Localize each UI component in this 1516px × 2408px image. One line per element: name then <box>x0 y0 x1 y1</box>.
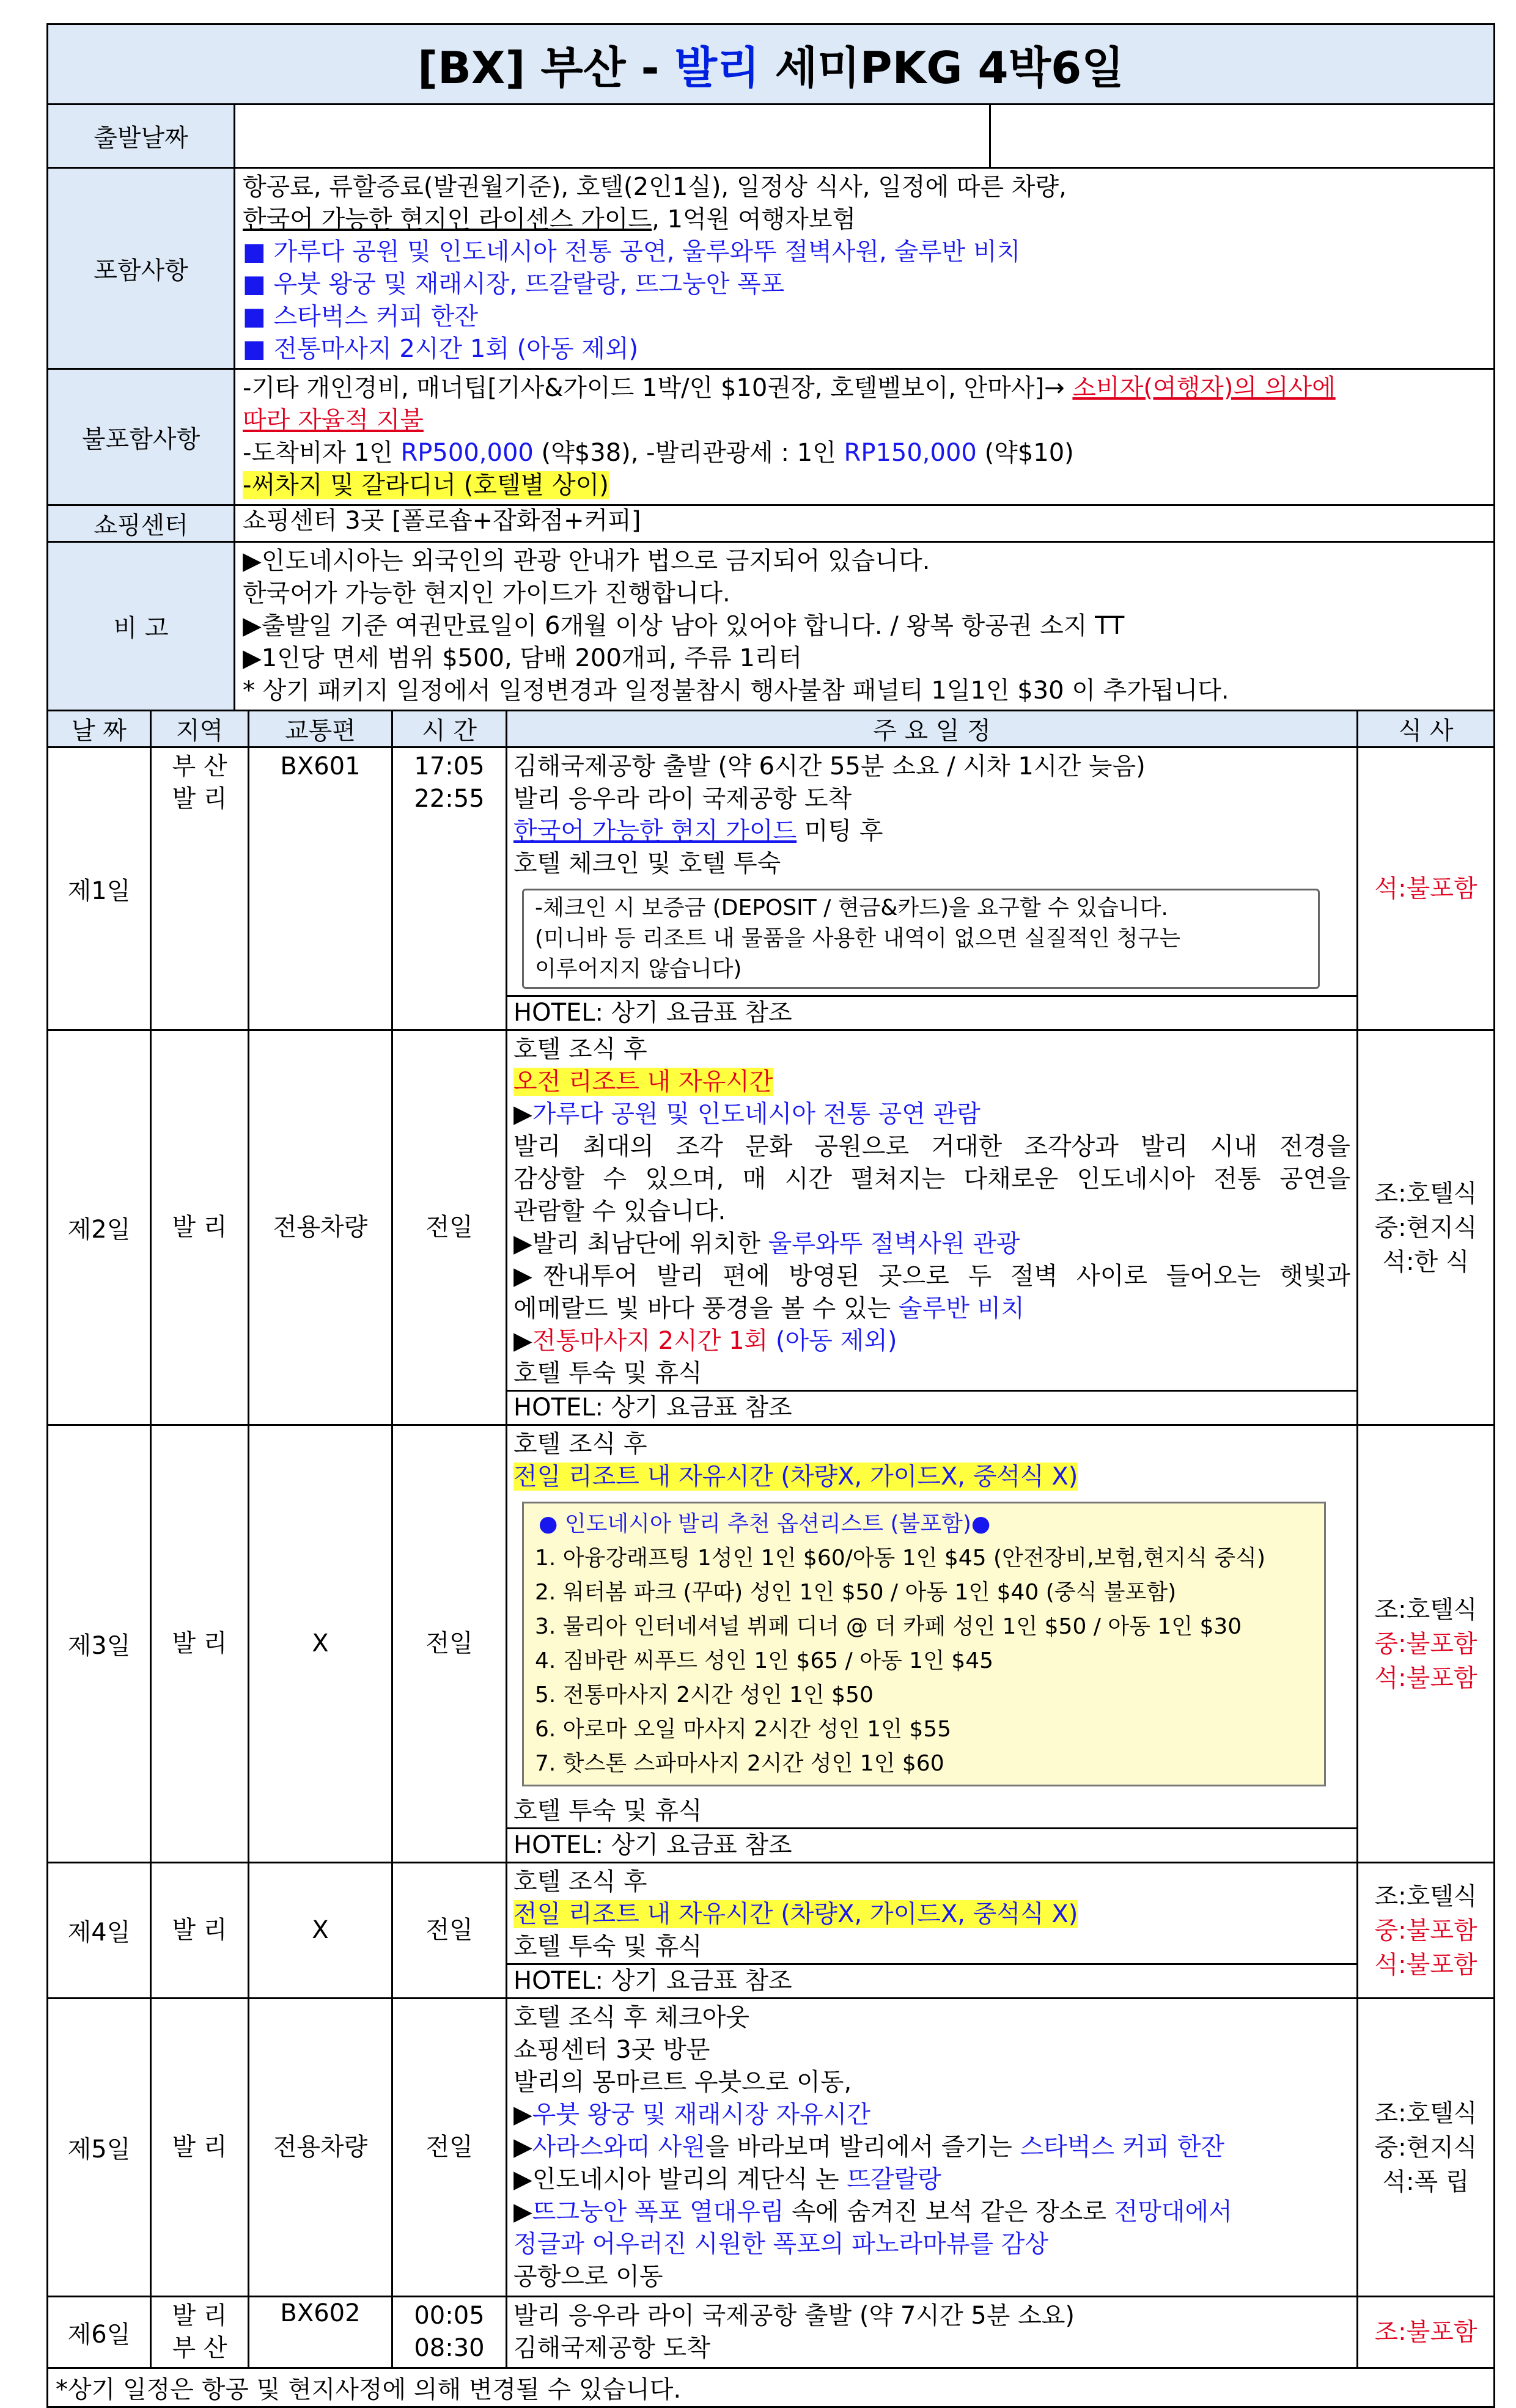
day1-schedule: 김해국제공항 출발 (약 6시간 55분 소요 / 시차 1시간 늦음) 발리 응우라 라이 국제공항 도착 한국어 가능한 현지 가이드 미팅 후 호텔 체크인 및 호텔 투숙 -체크인 시 보증금 (DEPOSIT / 현금&카드)을 요구할 수 있습니다. (미니바 등 리조트 내 물품을 사용한 내역이 없으면 실질적인 청구는 이루어지지 않습니다) HOTEL: 상기 요금표 참조 <box>507 747 1358 1030</box>
departure-date-cell-2 <box>990 105 1495 168</box>
day5-schedule: 호텔 조식 후 체크아웃 쇼핑센터 3곳 방문 발리의 몽마르트 우붓으로 이동, ▶우붓 왕궁 및 재래시장 자유시간 ▶사라스와띠 사원을 바라보며 발리에서 즐기는 스타벅스 커피 한잔 ▶인도네시아 발리의 계단식 논 뜨갈랄랑 ▶뜨그눙안 폭포 열대우림 속에 숨겨진 보석 같은 장소로 전망대에서 정글과 어우러진 시원한 폭포의 파노라마뷰를 감상 공항으로 이동 <box>507 1999 1358 2297</box>
day-row-6: 제6일 발 리 부 산 BX602 00:05 08:30 발리 응우라 라이 국제공항 출발 (약 7시간 5분 소요) 김해국제공항 도착 조:불포함 <box>48 2297 1495 2368</box>
schedule-header: 날 짜 지역 교통편 시 간 주 요 일 정 식 사 <box>48 711 1495 747</box>
exclude-cell: -기타 개인경비, 매너팁[기사&가이드 1박/인 $10권장, 호텔벨보이, 안마사]→ 소비자(여행자)의 의사에 따라 자율적 지불 -도착비자 1인 RP500,000 (약$38), -발리관광세 : 1인 RP150,000 (약$10) -써차지 및 갈라디너 (호텔별 상이) <box>235 369 1495 505</box>
day4-schedule: 호텔 조식 후 전일 리조트 내 자유시간 (차량X, 가이드X, 중석식 X) 호텔 투숙 및 휴식 HOTEL: 상기 요금표 참조 <box>507 1863 1358 1999</box>
departure-label: 출발날짜 <box>48 105 235 168</box>
shopping-label: 쇼핑센터 <box>48 505 235 542</box>
remarks-label: 비 고 <box>48 542 235 711</box>
day-row-3: 제3일 발 리 X 전일 호텔 조식 후 전일 리조트 내 자유시간 (차량X, 가이드X, 중석식 X) ● 인도네시아 발리 추천 옵션리스트 (불포함)● 1. 아융강래프팅 1성인 1인 $60/아동 1인 $45 (안전장비,보험,현지식 중식) 2. 워터봄 파크 (꾸따) 성인 1인 $50 / 아동 1인 $40 (중식 불포함) 3. 물리아 인터네셔널 뷔페 디너 @ 더 카페 성인 1인 $50 / 아동 1인 $30 4. 짐바란 씨푸드 성인 1인 $65 / 아동 1인 $45 5. 전통마사지 2시간 성인 1인 $50 6. 아로마 오일 마사지 2시간 성인 1인 $55 7. 핫스톤 스파마사지 2시간 성인 1인 $60 호텔 투숙 및 휴식 HOTEL: 상기 요금표 참조 조:호텔식 중:불포함 석:불포함 <box>48 1425 1495 1863</box>
day-row-4: 제4일 발 리 X 전일 호텔 조식 후 전일 리조트 내 자유시간 (차량X, 가이드X, 중석식 X) 호텔 투숙 및 휴식 HOTEL: 상기 요금표 참조 조:호텔식 중:불포함 석:불포함 <box>48 1863 1495 1999</box>
shopping-cell: 쇼핑센터 3곳 [폴로숍+잡화점+커피] <box>235 505 1495 542</box>
deposit-notice: -체크인 시 보증금 (DEPOSIT / 현금&카드)을 요구할 수 있습니다. (미니바 등 리조트 내 물품을 사용한 내역이 없으면 실질적인 청구는 이루어지지 않습니다) <box>522 889 1320 989</box>
itinerary-page <box>46 23 1495 2408</box>
include-label: 포함사항 <box>48 168 235 369</box>
remarks-cell: ▶인도네시아는 외국인의 관광 안내가 법으로 금지되어 있습니다. 한국어가 가능한 현지인 가이드가 진행합니다. ▶출발일 기준 여권만료일이 6개월 이상 남아 있어야 합니다. / 왕복 항공권 소지 TT ▶1인당 면세 범위 $500, 담배 200개피, 주류 1리터 * 상기 패키지 일정에서 일정변경과 일정불참시 행사불참 패널티 1일1인 $30 이 추가됩니다. <box>235 542 1495 711</box>
day3-schedule: 호텔 조식 후 전일 리조트 내 자유시간 (차량X, 가이드X, 중석식 X) ● 인도네시아 발리 추천 옵션리스트 (불포함)● 1. 아융강래프팅 1성인 1인 $60/아동 1인 $45 (안전장비,보험,현지식 중식) 2. 워터봄 파크 (꾸따) 성인 1인 $50 / 아동 1인 $40 (중식 불포함) 3. 물리아 인터네셔널 뷔페 디너 @ 더 카페 성인 1인 $50 / 아동 1인 $30 4. 짐바란 씨푸드 성인 1인 $65 / 아동 1인 $45 5. 전통마사지 2시간 성인 1인 $50 6. 아로마 오일 마사지 2시간 성인 1인 $55 7. 핫스톤 스파마사지 2시간 성인 1인 $60 호텔 투숙 및 휴식 HOTEL: 상기 요금표 참조 <box>507 1425 1358 1863</box>
day2-schedule: 호텔 조식 후 오전 리조트 내 자유시간 ▶가루다 공원 및 인도네시아 전통 공연 관람 발리 최대의 조각 문화 공원으로 거대한 조각상과 발리 시내 전경을 감상할 수 있으며, 매 시간 펼쳐지는 다채로운 인도네시아 전통 공연을 관람할 수 있습니다. ▶발리 최남단에 위치한 울루와뚜 절벽사원 관광 ▶짠내투어 발리 편에 방영된 곳으로 두 절벽 사이로 들어오는 햇빛과 에메랄드 빛 바다 풍경을 볼 수 있는 술루반 비치 ▶전통마사지 2시간 1회 (아동 제외) 호텔 투숙 및 휴식 HOTEL: 상기 요금표 참조 <box>507 1030 1358 1425</box>
summary-table <box>46 23 1495 711</box>
schedule-table <box>46 710 1495 2408</box>
option-list-box: ● 인도네시아 발리 추천 옵션리스트 (불포함)● 1. 아융강래프팅 1성인 1인 $60/아동 1인 $45 (안전장비,보험,현지식 중식) 2. 워터봄 파크 (꾸따) 성인 1인 $50 / 아동 1인 $40 (중식 불포함) 3. 물리아 인터네셔널 뷔페 디너 @ 더 카페 성인 1인 $50 / 아동 1인 $30 4. 짐바란 씨푸드 성인 1인 $65 / 아동 1인 $45 5. 전통마사지 2시간 성인 1인 $50 6. 아로마 오일 마사지 2시간 성인 1인 $55 7. 핫스톤 스파마사지 2시간 성인 1인 $60 <box>522 1502 1326 1786</box>
page-title: [BX] 부산 - 발리 세미PKG 4박6일 <box>48 24 1495 105</box>
day-row-2: 제2일 발 리 전용차량 전일 호텔 조식 후 오전 리조트 내 자유시간 ▶가루다 공원 및 인도네시아 전통 공연 관람 발리 최대의 조각 문화 공원으로 거대한 조각상과 발리 시내 전경을 감상할 수 있으며, 매 시간 펼쳐지는 다채로운 인도네시아 전통 공연을 관람할 수 있습니다. ▶발리 최남단에 위치한 울루와뚜 절벽사원 관광 ▶짠내투어 발리 편에 방영된 곳으로 두 절벽 사이로 들어오는 햇빛과 에메랄드 빛 바다 풍경을 볼 수 있는 술루반 비치 ▶전통마사지 2시간 1회 (아동 제외) 호텔 투숙 및 휴식 HOTEL: 상기 요금표 참조 조:호텔식 중:현지식 석:한 식 <box>48 1030 1495 1425</box>
footer-note: *상기 일정은 항공 및 현지사정에 의해 변경될 수 있습니다. <box>48 2368 1495 2407</box>
day-row-1: 제1일 부 산 발 리 BX601 17:05 22:55 김해국제공항 출발 (약 6시간 55분 소요 / 시차 1시간 늦음) 발리 응우라 라이 국제공항 도착 한국어 가능한 현지 가이드 미팅 후 호텔 체크인 및 호텔 투숙 -체크인 시 보증금 (DEPOSIT / 현금&카드)을 요구할 수 있습니다. (미니바 등 리조트 내 물품을 사용한 내역이 없으면 실질적인 청구는 이루어지지 않습니다) HOTEL: 상기 요금표 참조 석:불포함 <box>48 747 1495 1030</box>
exclude-label: 불포함사항 <box>48 369 235 505</box>
day-row-5: 제5일 발 리 전용차량 전일 호텔 조식 후 체크아웃 쇼핑센터 3곳 방문 발리의 몽마르트 우붓으로 이동, ▶우붓 왕궁 및 재래시장 자유시간 ▶사라스와띠 사원을 바라보며 발리에서 즐기는 스타벅스 커피 한잔 ▶인도네시아 발리의 계단식 논 뜨갈랄랑 ▶뜨그눙안 폭포 열대우림 속에 숨겨진 보석 같은 장소로 전망대에서 정글과 어우러진 시원한 폭포의 파노라마뷰를 감상 공항으로 이동 조:호텔식 중:현지식 석:폭 립 <box>48 1999 1495 2297</box>
departure-date-cell <box>235 105 990 168</box>
include-cell: 항공료, 류할증료(발권월기준), 호텔(2인1실), 일정상 식사, 일정에 따른 차량, 한국어 가능한 현지인 라이센스 가이드, 1억원 여행자보험 ■ 가루다 공원 및 인도네시아 전통 공연, 울루와뚜 절벽사원, 술루반 비치 ■ 우붓 왕궁 및 재래시장, 뜨갈랄랑, 뜨그눙안 폭포 ■ 스타벅스 커피 한잔 ■ 전통마사지 2시간 1회 (아동 제외) <box>235 168 1495 369</box>
day6-schedule: 발리 응우라 라이 국제공항 출발 (약 7시간 5분 소요) 김해국제공항 도착 <box>507 2297 1358 2368</box>
